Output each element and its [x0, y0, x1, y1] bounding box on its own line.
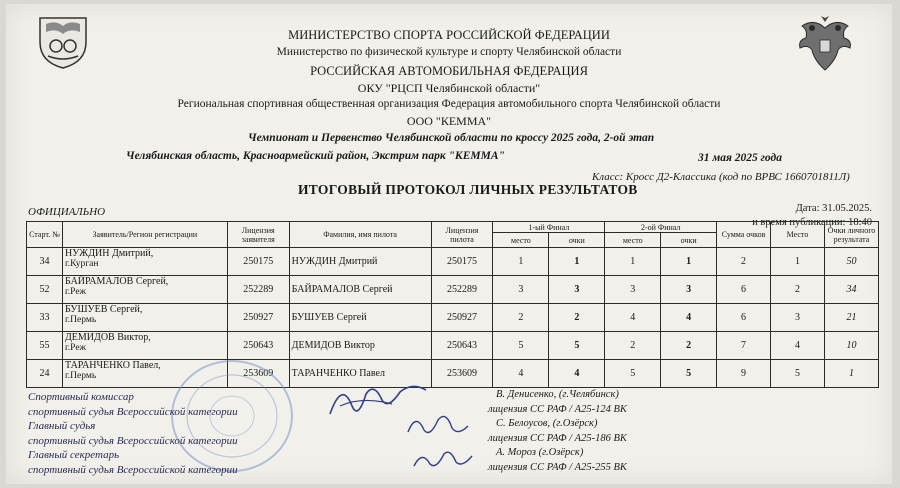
header-place-total: Место — [771, 222, 825, 248]
cell-final1-points: 4 — [549, 360, 605, 388]
cell-pilot-license: 252289 — [431, 276, 493, 304]
cell-final2-points: 1 — [661, 248, 717, 276]
name-chief-judge: С. Белоусов, (г.Озёрск) — [496, 418, 598, 429]
cell-pilot-name: ТАРАНЧЕНКО Павел — [289, 360, 431, 388]
signature-chief-secretary-icon — [410, 444, 476, 474]
name-chief-secretary: А. Мороз (г.Озёрск) — [496, 447, 584, 458]
header-f2-place: место — [605, 233, 661, 248]
table-row — [27, 332, 879, 360]
header-final-1: 1-ый Финал — [493, 222, 605, 233]
ministry-title: МИНИСТЕРСТВО СПОРТА РОССИЙСКОЙ ФЕДЕРАЦИИ — [288, 28, 610, 42]
header-applicant-license: Лицензия заявителя — [227, 222, 289, 248]
applicant-city: г.Реж — [64, 343, 87, 353]
cell-applicant — [62, 248, 227, 276]
cell-start-no: 34 — [27, 248, 63, 276]
protocol-sheet — [6, 4, 892, 484]
role-chief-secretary-category: спортивный судья Всероссийской категории — [28, 463, 238, 476]
event-date: 31 мая 2025 года — [698, 152, 782, 164]
applicant-name: БУШУЕВ Сергей, — [64, 304, 143, 315]
cell-final1-points: 5 — [549, 332, 605, 360]
cell-start-no: 55 — [27, 332, 63, 360]
cell-final2-points: 5 — [661, 360, 717, 388]
cell-personal-result: 21 — [824, 304, 878, 332]
applicant-name: ДЕМИДОВ Виктор, — [64, 332, 151, 343]
cell-pilot-name: БАЙРАМАЛОВ Сергей — [289, 276, 431, 304]
role-commissioner-category: спортивный судья Всероссийской категории — [28, 405, 238, 418]
results-table — [26, 221, 879, 388]
event-location: Челябинская область, Красноармейский район, Экстрим парк "КЕММА" — [126, 150, 505, 162]
cell-personal-result: 10 — [824, 332, 878, 360]
cell-final-place: 3 — [771, 304, 825, 332]
applicant-name: ТАРАНЧЕНКО Павел, — [64, 360, 161, 371]
role-chief-secretary: Главный секретарь — [28, 449, 120, 461]
cell-final-place: 5 — [771, 360, 825, 388]
header-applicant: Заявитель/Регион регистрации — [62, 222, 227, 248]
cell-final2-place: 1 — [605, 248, 661, 276]
cell-applicant — [62, 276, 227, 304]
cell-start-no: 52 — [27, 276, 63, 304]
header-f1-place: место — [493, 233, 549, 248]
protocol-title: ИТОГОВЫЙ ПРОТОКОЛ ЛИЧНЫХ РЕЗУЛЬТАТОВ — [298, 182, 638, 197]
cell-sum-points: 7 — [717, 332, 771, 360]
class-label: Класс: Кросс Д2-Классика (код по ВРВС 1660701811Л) — [592, 171, 850, 183]
cell-final1-place: 2 — [493, 304, 549, 332]
header-final-2: 2-ой Финал — [605, 222, 717, 233]
cell-final2-points: 2 — [661, 332, 717, 360]
header-f2-points: очки — [661, 233, 717, 248]
header-sum: Сумма очков — [717, 222, 771, 248]
license-chief-secretary: лицензия СС РАФ / А25-255 ВК — [488, 461, 627, 473]
official-roles — [28, 390, 238, 477]
applicant-name: НУЖДИН Дмитрий, — [64, 248, 154, 259]
publication-time: и время публикации: 18:40 — [752, 217, 872, 228]
cell-pilot-license: 250175 — [431, 248, 493, 276]
license-commissioner: лицензия СС РАФ / А25-124 ВК — [488, 403, 627, 415]
cell-final2-place: 5 — [605, 360, 661, 388]
applicant-city: г.Курган — [64, 259, 99, 269]
cell-final2-place: 3 — [605, 276, 661, 304]
signature-chief-judge-icon — [402, 408, 474, 442]
cell-applicant-license: 252289 — [227, 276, 289, 304]
applicant-name: БАЙРАМАЛОВ Сергей, — [64, 276, 169, 287]
role-chief-judge-category: спортивный судья Всероссийской категории — [28, 434, 238, 447]
cell-final1-place: 4 — [493, 360, 549, 388]
official-status: ОФИЦИАЛЬНО — [28, 206, 106, 218]
cell-pilot-license: 250927 — [431, 304, 493, 332]
cell-pilot-license: 250643 — [431, 332, 493, 360]
cell-final-place: 1 — [771, 248, 825, 276]
cell-final2-place: 2 — [605, 332, 661, 360]
name-commissioner: В. Денисенко, (г.Челябинск) — [496, 389, 619, 400]
cell-start-no: 24 — [27, 360, 63, 388]
applicant-city: г.Пермь — [64, 371, 97, 381]
cell-applicant — [62, 304, 227, 332]
cell-final1-points: 3 — [549, 276, 605, 304]
cell-final1-place: 1 — [493, 248, 549, 276]
sports-center-title: ОКУ "РЦСП Челябинской области" — [357, 81, 541, 95]
cell-sum-points: 2 — [717, 248, 771, 276]
cell-sum-points: 6 — [717, 276, 771, 304]
event-name: Чемпионат и Первенство Челябинской области по кроссу 2025 года, 2-ой этап — [248, 132, 655, 144]
cell-final-place: 2 — [771, 276, 825, 304]
cell-final-place: 4 — [771, 332, 825, 360]
federation-title: РОССИЙСКАЯ АВТОМОБИЛЬНАЯ ФЕДЕРАЦИЯ — [310, 64, 588, 78]
cell-applicant-license: 250927 — [227, 304, 289, 332]
cell-final2-place: 4 — [605, 304, 661, 332]
cell-final1-place: 5 — [493, 332, 549, 360]
cell-sum-points: 9 — [717, 360, 771, 388]
publication-date: Дата: 31.05.2025. — [795, 203, 872, 214]
cell-sum-points: 6 — [717, 304, 771, 332]
cell-applicant-license: 250175 — [227, 248, 289, 276]
cell-applicant-license: 250643 — [227, 332, 289, 360]
cell-final1-points: 2 — [549, 304, 605, 332]
role-commissioner: Спортивный комиссар — [28, 391, 134, 403]
cell-final1-points: 1 — [549, 248, 605, 276]
cell-pilot-name: ДЕМИДОВ Виктор — [289, 332, 431, 360]
role-chief-judge: Главный судья — [28, 420, 96, 432]
official-names — [488, 388, 627, 475]
cell-pilot-name: НУЖДИН Дмитрий — [289, 248, 431, 276]
license-chief-judge: лицензия СС РАФ / А25-186 ВК — [488, 432, 627, 444]
header-personal-points: Очки личного результата — [824, 222, 878, 248]
cell-pilot-name: БУШУЕВ Сергей — [289, 304, 431, 332]
cell-personal-result: 1 — [824, 360, 878, 388]
cell-final1-place: 3 — [493, 276, 549, 304]
regional-organization-title: Региональная спортивная общественная организация Федерация автомобильного спорта Челябинской области — [177, 98, 721, 110]
header-pilot-license: Лицензия пилота — [431, 222, 493, 248]
table-row — [27, 276, 879, 304]
header-start-no: Старт. № — [27, 222, 63, 248]
cell-pilot-license: 253609 — [431, 360, 493, 388]
table-row — [27, 360, 879, 388]
cell-final2-points: 4 — [661, 304, 717, 332]
table-row — [27, 248, 879, 276]
cell-applicant-license: 253609 — [227, 360, 289, 388]
applicant-city: г.Пермь — [64, 315, 97, 325]
header-pilot: Фамилия, имя пилота — [289, 222, 431, 248]
organizer-title: ООО "КЕММА" — [406, 114, 492, 128]
table-row — [27, 304, 879, 332]
cell-personal-result: 50 — [824, 248, 878, 276]
applicant-city: г.Реж — [64, 287, 87, 297]
cell-personal-result: 34 — [824, 276, 878, 304]
regional-ministry-title: Министерство по физической культуре и спорту Челябинской области — [276, 46, 622, 58]
header-f1-points: очки — [549, 233, 605, 248]
cell-final2-points: 3 — [661, 276, 717, 304]
cell-start-no: 33 — [27, 304, 63, 332]
